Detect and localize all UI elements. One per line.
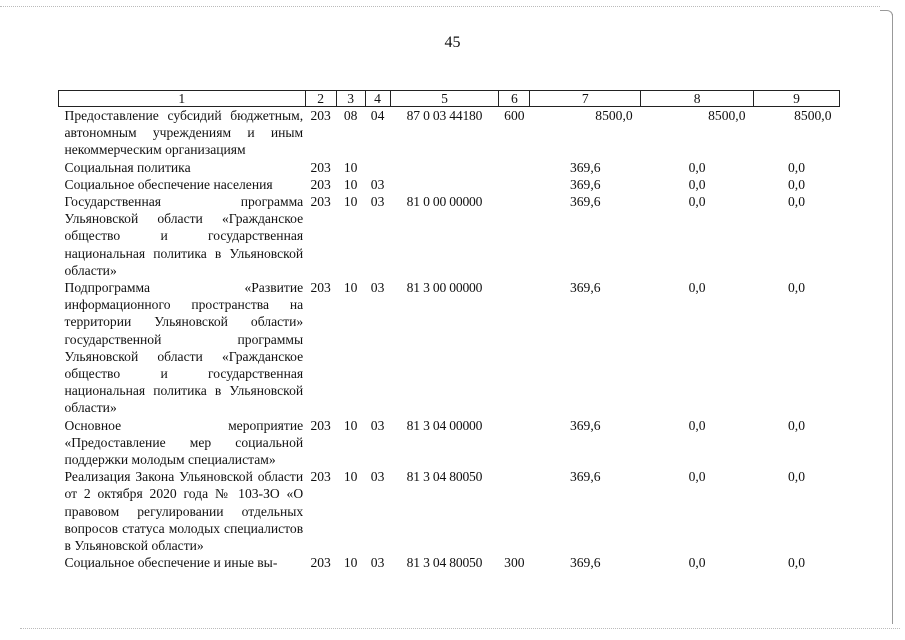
code-subsection: 03	[370, 280, 385, 296]
amount-col7: 369,6	[569, 417, 601, 433]
row-name: Предоставление субсидий бюджетным, автономным учреждениям и иным некоммерческим организациям	[64, 108, 304, 158]
budget-table	[58, 90, 840, 571]
table-row	[59, 107, 840, 159]
table-row	[59, 193, 840, 279]
row-name: Социальная политика	[64, 159, 191, 175]
code-ministry: 203	[310, 194, 331, 210]
column-header: 8	[641, 91, 754, 107]
column-header: 4	[365, 91, 390, 107]
amount-col7: 369,6	[569, 176, 601, 192]
code-section: 10	[343, 280, 358, 296]
amount-col7: 369,6	[569, 159, 601, 175]
amount-col9: 8500,0	[794, 108, 832, 123]
table-row	[59, 554, 840, 571]
amount-col7: 369,6	[569, 555, 601, 571]
row-name: Реализация Закона Ульяновской области от 2 октября 2020 года № 103-ЗО «О правовом регулировании отдельных вопросов статуса молодых специалистов в Ульяновской области»	[64, 469, 304, 554]
table-header-row	[59, 91, 840, 107]
code-target: 81 3 04 80050	[406, 469, 483, 485]
code-ministry: 203	[310, 108, 331, 123]
column-header: 7	[530, 91, 641, 107]
code-section: 10	[343, 159, 358, 175]
code-target: 81 3 04 80050	[406, 555, 483, 571]
code-subsection: 03	[370, 555, 385, 571]
amount-col9: 0,0	[788, 159, 805, 175]
amount-col9: 0,0	[788, 555, 805, 571]
code-expense-type	[499, 279, 530, 417]
code-subsection	[365, 159, 390, 176]
table-row	[59, 468, 840, 554]
amount-col8: 8500,0	[708, 108, 746, 123]
amount-col8: 0,0	[688, 176, 706, 192]
code-ministry: 203	[310, 555, 331, 571]
amount-col8: 0,0	[688, 469, 706, 485]
amount-col8: 0,0	[688, 194, 706, 210]
amount-col8: 0,0	[688, 417, 706, 433]
amount-col8: 0,0	[688, 159, 706, 175]
row-name: Подпрограмма «Развитие информационного пространства на территории Ульяновской области» государственной программы Ульяновской области «Гражданское общество и государственная национальная политика в Ульяновской области»	[64, 280, 304, 416]
row-name: Социальное обеспечение и иные вы-	[64, 555, 278, 571]
code-section: 08	[343, 108, 358, 123]
row-name: Государственная программа Ульяновской области «Гражданское общество и государственная национальная политика в Ульяновской области»	[64, 194, 304, 278]
table-row	[59, 176, 840, 193]
code-section: 10	[343, 469, 358, 485]
code-ministry: 203	[310, 417, 331, 433]
amount-col8: 0,0	[688, 555, 706, 571]
code-subsection: 03	[370, 417, 385, 433]
page-number: 45	[444, 34, 461, 51]
code-ministry: 203	[310, 469, 331, 485]
code-target	[390, 176, 499, 193]
amount-col9: 0,0	[788, 194, 805, 210]
amount-col9: 0,0	[788, 280, 805, 296]
code-section: 10	[343, 417, 358, 433]
code-expense-type: 300	[504, 555, 525, 571]
scan-right-edge	[892, 14, 893, 624]
column-header: 9	[754, 91, 840, 107]
code-ministry: 203	[310, 280, 331, 296]
column-header: 2	[305, 91, 336, 107]
code-ministry: 203	[310, 176, 331, 192]
code-section: 10	[343, 176, 358, 192]
code-expense-type	[499, 193, 530, 279]
amount-col7: 369,6	[569, 194, 601, 210]
code-target: 81 3 00 00000	[406, 280, 483, 296]
table-row	[59, 417, 840, 469]
amount-col9: 0,0	[788, 417, 805, 433]
code-target: 81 0 00 00000	[406, 194, 483, 210]
amount-col7: 369,6	[569, 469, 601, 485]
code-expense-type	[499, 468, 530, 554]
code-expense-type	[499, 176, 530, 193]
scan-bottom-edge	[20, 628, 900, 629]
row-name: Основное мероприятие «Предоставление мер социальной поддержки молодым специалистам»	[64, 417, 304, 468]
code-target	[390, 159, 499, 176]
code-target: 87 0 03 44180	[406, 108, 483, 123]
column-header: 1	[59, 91, 306, 107]
code-section: 10	[343, 194, 358, 210]
code-section: 10	[343, 555, 358, 571]
amount-col7: 369,6	[569, 280, 601, 296]
table-row	[59, 279, 840, 417]
column-header: 6	[499, 91, 530, 107]
code-expense-type	[499, 417, 530, 469]
amount-col7: 8500,0	[595, 108, 633, 123]
scan-top-edge	[0, 6, 880, 7]
amount-col9: 0,0	[788, 469, 805, 485]
code-subsection: 03	[370, 176, 385, 192]
amount-col9: 0,0	[788, 176, 805, 192]
code-expense-type: 600	[504, 108, 525, 123]
column-header: 5	[390, 91, 499, 107]
code-target: 81 3 04 00000	[406, 417, 483, 433]
code-subsection: 03	[370, 194, 385, 210]
column-header: 3	[336, 91, 365, 107]
code-subsection: 04	[370, 108, 385, 123]
row-name: Социальное обеспечение населения	[64, 176, 273, 192]
amount-col8: 0,0	[688, 280, 706, 296]
code-expense-type	[499, 159, 530, 176]
code-ministry: 203	[310, 159, 331, 175]
table-row	[59, 159, 840, 176]
code-subsection: 03	[370, 469, 385, 485]
